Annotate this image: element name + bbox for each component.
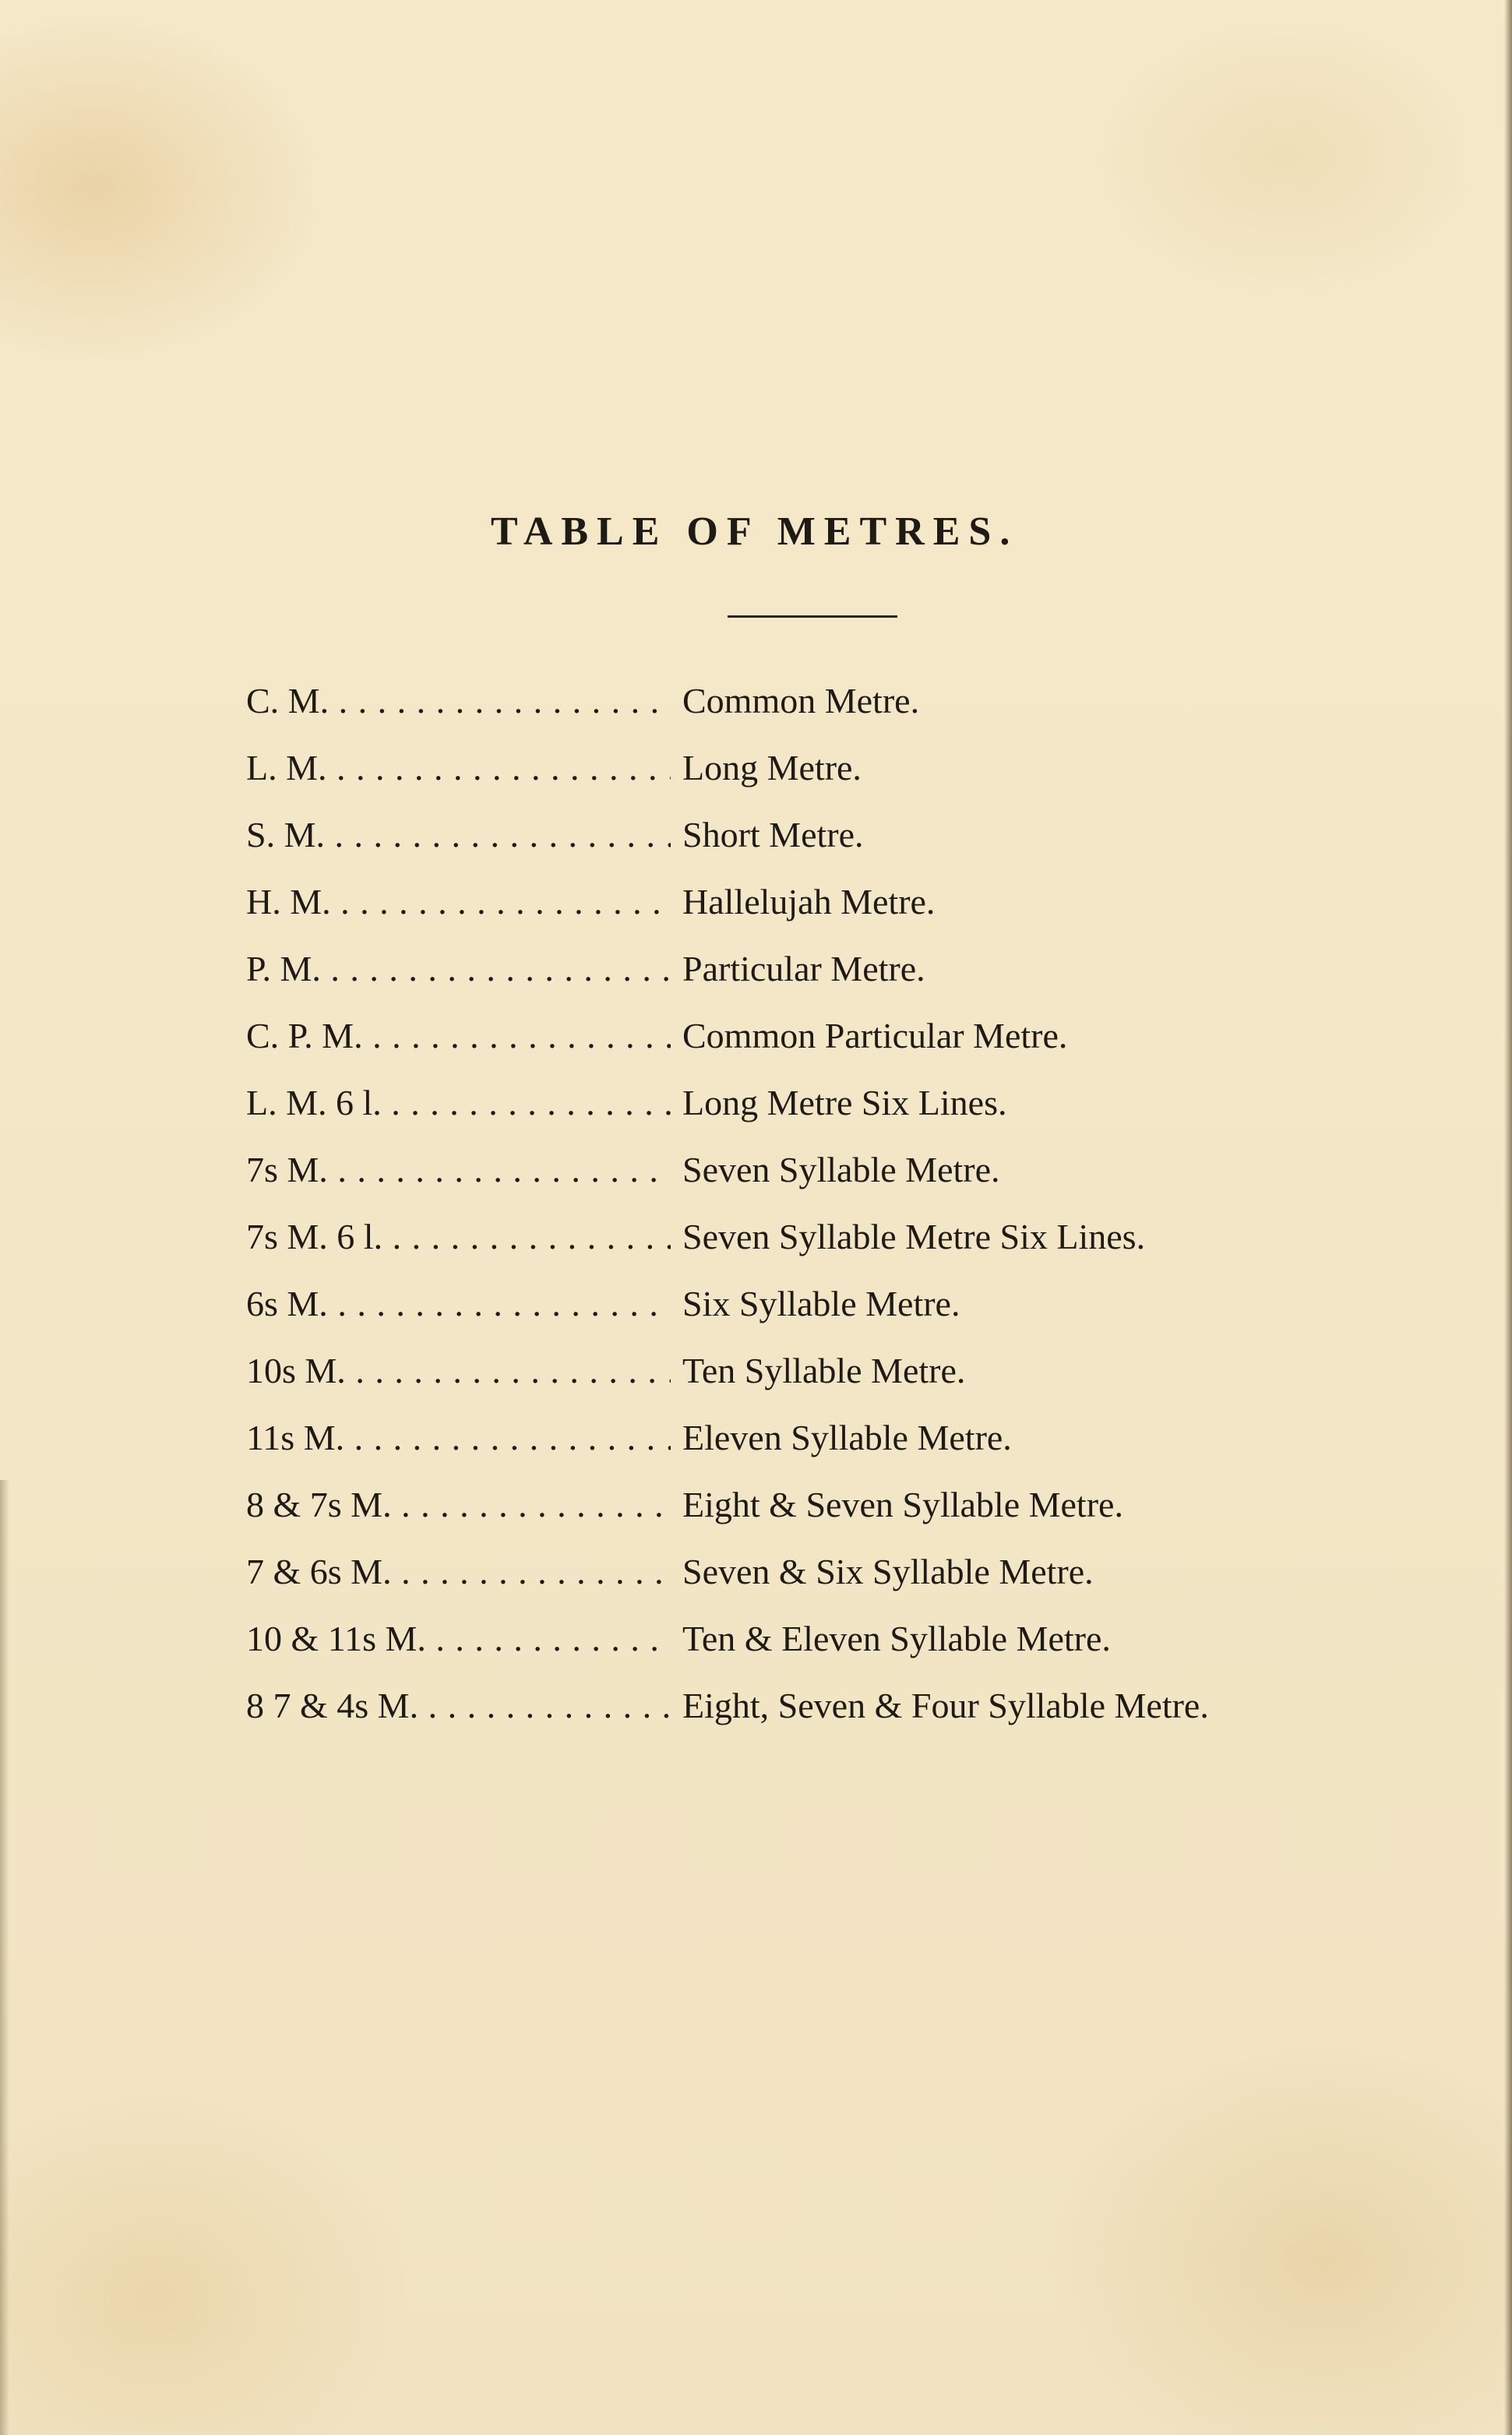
metre-name: Ten Syllable Metre.	[682, 1351, 966, 1390]
table-row	[246, 1006, 1352, 1073]
metres-table	[246, 671, 1352, 1743]
metre-name: Short Metre.	[682, 815, 864, 855]
table-row	[246, 1140, 1352, 1207]
table-row	[246, 1274, 1352, 1341]
metre-name: Ten & Eleven Syllable Metre.	[682, 1619, 1111, 1658]
metre-abbreviation: 10 & 11s M. . . .	[246, 1609, 671, 1669]
table-row	[246, 671, 1352, 738]
table-row	[246, 872, 1352, 939]
metre-name: Common Particular Metre.	[682, 1016, 1068, 1055]
metre-abbreviation: 10s M. . . .	[246, 1341, 671, 1401]
table-row	[246, 805, 1352, 872]
table-row	[246, 1341, 1352, 1408]
metre-abbreviation: 7 & 6s M. . . .	[246, 1542, 671, 1602]
table-row	[246, 1542, 1352, 1609]
metre-abbreviation: 11s M. . . .	[246, 1408, 671, 1468]
metre-name: Seven Syllable Metre.	[682, 1150, 1000, 1189]
table-row	[246, 1073, 1352, 1140]
metre-name: Seven Syllable Metre Six Lines.	[682, 1217, 1146, 1256]
metre-name: Long Metre Six Lines.	[682, 1083, 1007, 1122]
table-row	[246, 1475, 1352, 1542]
title-divider	[728, 615, 897, 618]
metre-name: Eight & Seven Syllable Metre.	[682, 1485, 1123, 1524]
page-binding-edge	[0, 1480, 9, 2435]
metre-abbreviation: C. M. . . .	[246, 671, 671, 731]
table-row	[246, 939, 1352, 1006]
metre-name: Particular Metre.	[682, 949, 925, 988]
metre-name: Common Metre.	[682, 681, 920, 721]
metre-abbreviation: S. M. . . .	[246, 805, 671, 865]
metre-abbreviation: 7s M. . . .	[246, 1140, 671, 1200]
metre-name: Seven & Six Syllable Metre.	[682, 1552, 1094, 1591]
table-row	[246, 1207, 1352, 1274]
table-row	[246, 1676, 1352, 1743]
metre-abbreviation: L. M. . . .	[246, 738, 671, 798]
metre-abbreviation: H. M. . . .	[246, 872, 671, 932]
metre-name: Long Metre.	[682, 748, 862, 788]
metre-abbreviation: 8 & 7s M. . . .	[246, 1475, 671, 1535]
metre-abbreviation: C. P. M. . . .	[246, 1006, 671, 1066]
metre-abbreviation: P. M. . . .	[246, 939, 671, 999]
metre-name: Eight, Seven & Four Syllable Metre.	[682, 1686, 1209, 1725]
metre-abbreviation: L. M. 6 l. . . .	[246, 1073, 671, 1133]
table-row	[246, 1609, 1352, 1676]
metre-name: Six Syllable Metre.	[682, 1284, 960, 1323]
metre-name: Hallelujah Metre.	[682, 882, 936, 921]
page-edge-shadow	[1504, 0, 1512, 2435]
metre-abbreviation: 8 7 & 4s M. . . .	[246, 1676, 671, 1736]
metre-abbreviation: 6s M. . . .	[246, 1274, 671, 1334]
table-row	[246, 738, 1352, 805]
table-row	[246, 1408, 1352, 1475]
page-title: TABLE OF METRES.	[491, 509, 1019, 554]
metre-abbreviation: 7s M. 6 l. . . .	[246, 1207, 671, 1267]
metre-name: Eleven Syllable Metre.	[682, 1418, 1012, 1457]
